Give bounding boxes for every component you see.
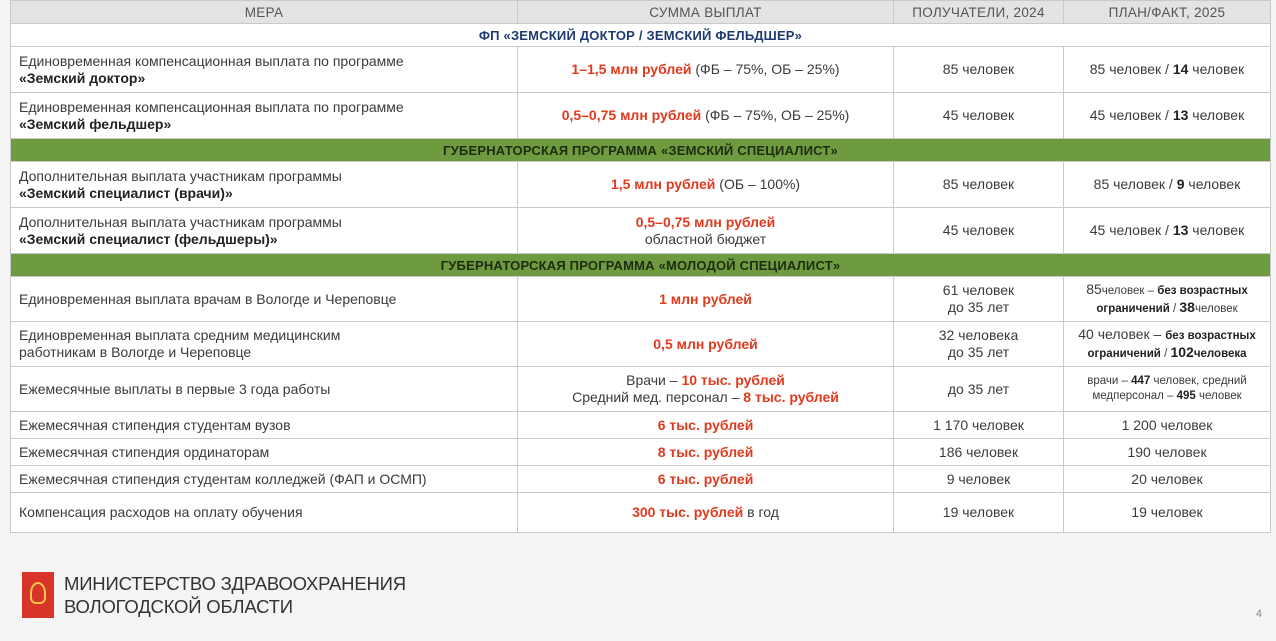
mera-text-cont: работникам в Вологде и Череповце (19, 344, 252, 360)
coat-of-arms-icon (22, 572, 54, 618)
plan-separator: / (1169, 303, 1180, 315)
plan-text: 85 человек / (1089, 61, 1173, 77)
sum-cell (518, 93, 894, 139)
sum-cell (518, 367, 894, 412)
ministry-name-line1: МИНИСТЕРСТВО ЗДРАВООХРАНЕНИЯ (64, 573, 406, 594)
table-header-row (11, 1, 1271, 24)
table-row (11, 162, 1271, 208)
sum-detail: (ОБ – 100%) (715, 176, 801, 192)
header-plan-fact-2025: ПЛАН/ФАКТ, 2025 (1064, 1, 1271, 24)
ministry-footer (22, 572, 406, 618)
plan-text: 85 (1086, 281, 1102, 297)
ministry-name (64, 572, 406, 618)
table-row (11, 439, 1271, 466)
sum-amount: 1–1,5 млн рублей (571, 61, 692, 77)
plan-note-cont: ограничений (1096, 303, 1170, 315)
recipients-note: до 35 лет (947, 344, 1010, 360)
plan-fact: 102 (1170, 344, 1194, 360)
plan-unit: человек (1188, 222, 1245, 238)
mera-text: Единовременная компенсационная выплата по программе (19, 98, 404, 115)
recipients-cell: 85 человек (894, 47, 1064, 93)
plan-note: без возрастных (1157, 285, 1248, 297)
plan-note-cont: ограничений (1087, 348, 1161, 360)
recipients-cell (894, 277, 1064, 322)
plan-text: 45 человек / (1089, 107, 1173, 123)
sum-label-2: Средний мед. персонал – (572, 389, 744, 405)
recipients-cell: 186 человек (894, 439, 1064, 466)
plan-text: 45 человек / (1089, 222, 1173, 238)
mera-text: Дополнительная выплата участникам программы (19, 213, 342, 230)
plan-cell: 19 человек (1064, 493, 1271, 533)
plan-text: 85 человек / (1093, 176, 1177, 192)
plan-text: 40 человек – (1078, 326, 1166, 342)
page-number: 4 (1255, 608, 1262, 620)
plan-cell (1064, 208, 1271, 254)
plan-unit-2: человек (1195, 390, 1242, 402)
sum-amount: 8 тыс. рублей (657, 443, 754, 460)
header-mera: МЕРА (11, 1, 518, 24)
header-sum: СУММА ВЫПЛАТ (518, 1, 894, 24)
recipients-cell (894, 322, 1064, 367)
mera-program: «Земский доктор» (19, 69, 146, 86)
mera-cell (11, 93, 518, 139)
mera-cell: Ежемесячная стипендия студентам колледжей (ФАП и ОСМП) (11, 466, 518, 493)
mera-cell: Ежемесячная стипендия студентам вузов (11, 412, 518, 439)
plan-fact: 447 (1131, 375, 1151, 387)
recipients-cell: 45 человек (894, 93, 1064, 139)
sum-cell (518, 277, 894, 322)
sum-cell (518, 493, 894, 533)
plan-separator: / (1160, 348, 1171, 360)
plan-cell (1064, 162, 1271, 208)
mera-program: «Земский специалист (фельдшеры)» (19, 230, 278, 247)
recipients-cell: 19 человек (894, 493, 1064, 533)
mera-program: «Земский фельдшер» (19, 115, 172, 132)
plan-fact-2: 495 (1176, 390, 1196, 402)
payments-table-container (10, 0, 1270, 533)
recipients-cell: 45 человек (894, 208, 1064, 254)
plan-unit: человек (1184, 176, 1241, 192)
sum-cell (518, 47, 894, 93)
recipients-count: 61 человек (942, 282, 1015, 298)
plan-unit: человек (1188, 107, 1245, 123)
mera-text: Единовременная компенсационная выплата по программе (19, 52, 404, 69)
mera-program: «Земский специалист (врачи)» (19, 184, 233, 201)
sum-amount: 300 тыс. рублей (632, 504, 744, 520)
sum-cell (518, 412, 894, 439)
section-header-fp (11, 24, 1271, 47)
plan-unit: человек (1194, 303, 1238, 315)
plan-fact: 14 (1172, 61, 1189, 77)
sum-amount: 1,5 млн рублей (610, 176, 716, 192)
table-row (11, 93, 1271, 139)
sum-detail: (ФБ – 75%, ОБ – 25%) (701, 107, 850, 123)
mera-cell: Единовременная выплата врачам в Вологде и Череповце (11, 277, 518, 322)
recipients-cell: 85 человек (894, 162, 1064, 208)
plan-cell (1064, 322, 1271, 367)
section-header-zemsky-specialist (11, 139, 1271, 162)
plan-fact: 13 (1172, 222, 1189, 238)
plan-unit: человека (1193, 348, 1247, 360)
header-recipients-2024: ПОЛУЧАТЕЛИ, 2024 (894, 1, 1064, 24)
sum-amount: 1 млн рублей (659, 290, 752, 307)
sum-detail: (ФБ – 75%, ОБ – 25%) (691, 61, 840, 77)
table-row (11, 208, 1271, 254)
plan-cell: 190 человек (1064, 439, 1271, 466)
mera-cell: Ежемесячная стипендия ординаторам (11, 439, 518, 466)
table-row (11, 277, 1271, 322)
sum-amount: 0,5 млн рублей (653, 335, 758, 352)
mera-cell (11, 47, 518, 93)
section-header-young-specialist (11, 254, 1271, 277)
sum-amount: 6 тыс. рублей (657, 416, 754, 433)
plan-unit: человек (1188, 61, 1245, 77)
table-row (11, 367, 1271, 412)
sum-label: Врачи – (626, 372, 682, 388)
plan-text-2: медперсонал – (1092, 390, 1177, 402)
recipients-cell: 9 человек (894, 466, 1064, 493)
plan-unit: человек – (1101, 285, 1158, 297)
sum-detail: областной бюджет (644, 230, 767, 247)
section-title: ФП «ЗЕМСКИЙ ДОКТОР / ЗЕМСКИЙ ФЕЛЬДШЕР» (11, 24, 1271, 47)
table-row (11, 47, 1271, 93)
recipients-cell: 1 170 человек (894, 412, 1064, 439)
sum-amount: 0,5–0,75 млн рублей (561, 107, 702, 123)
table-row (11, 322, 1271, 367)
mera-text: Единовременная выплата средним медицинским (19, 327, 341, 343)
table-row (11, 412, 1271, 439)
plan-cell: 20 человек (1064, 466, 1271, 493)
sum-amount: 0,5–0,75 млн рублей (635, 213, 776, 230)
sum-amount: 6 тыс. рублей (657, 470, 754, 487)
plan-text: врачи – (1087, 375, 1132, 387)
plan-cell (1064, 93, 1271, 139)
mera-cell (11, 322, 518, 367)
sum-cell (518, 322, 894, 367)
plan-cell (1064, 47, 1271, 93)
plan-note: без возрастных (1165, 330, 1256, 342)
mera-text: Дополнительная выплата участникам программы (19, 167, 342, 184)
sum-cell (518, 208, 894, 254)
recipients-count: 32 человека (938, 327, 1019, 343)
section-title: ГУБЕРНАТОРСКАЯ ПРОГРАММА «МОЛОДОЙ СПЕЦИАЛИСТ» (11, 254, 1271, 277)
plan-fact: 13 (1172, 107, 1189, 123)
recipients-note: до 35 лет (947, 299, 1010, 315)
sum-amount-2: 8 тыс. рублей (743, 389, 839, 405)
mera-cell: Компенсация расходов на оплату обучения (11, 493, 518, 533)
sum-cell (518, 439, 894, 466)
plan-cell (1064, 367, 1271, 412)
payments-table (10, 0, 1271, 533)
table-row (11, 466, 1271, 493)
mera-cell: Ежемесячные выплаты в первые 3 года работы (11, 367, 518, 412)
plan-cell (1064, 277, 1271, 322)
table-row (11, 493, 1271, 533)
mera-cell (11, 162, 518, 208)
plan-fact: 38 (1179, 299, 1195, 315)
plan-cell: 1 200 человек (1064, 412, 1271, 439)
sum-detail: в год (743, 504, 779, 520)
sum-amount: 10 тыс. рублей (681, 372, 785, 388)
plan-unit: человек, средний (1150, 375, 1247, 387)
recipients-cell: до 35 лет (894, 367, 1064, 412)
section-title: ГУБЕРНАТОРСКАЯ ПРОГРАММА «ЗЕМСКИЙ СПЕЦИАЛИСТ» (11, 139, 1271, 162)
sum-cell (518, 466, 894, 493)
mera-cell (11, 208, 518, 254)
ministry-name-line2: ВОЛОГОДСКОЙ ОБЛАСТИ (64, 596, 293, 617)
plan-fact: 9 (1176, 176, 1185, 192)
sum-cell (518, 162, 894, 208)
